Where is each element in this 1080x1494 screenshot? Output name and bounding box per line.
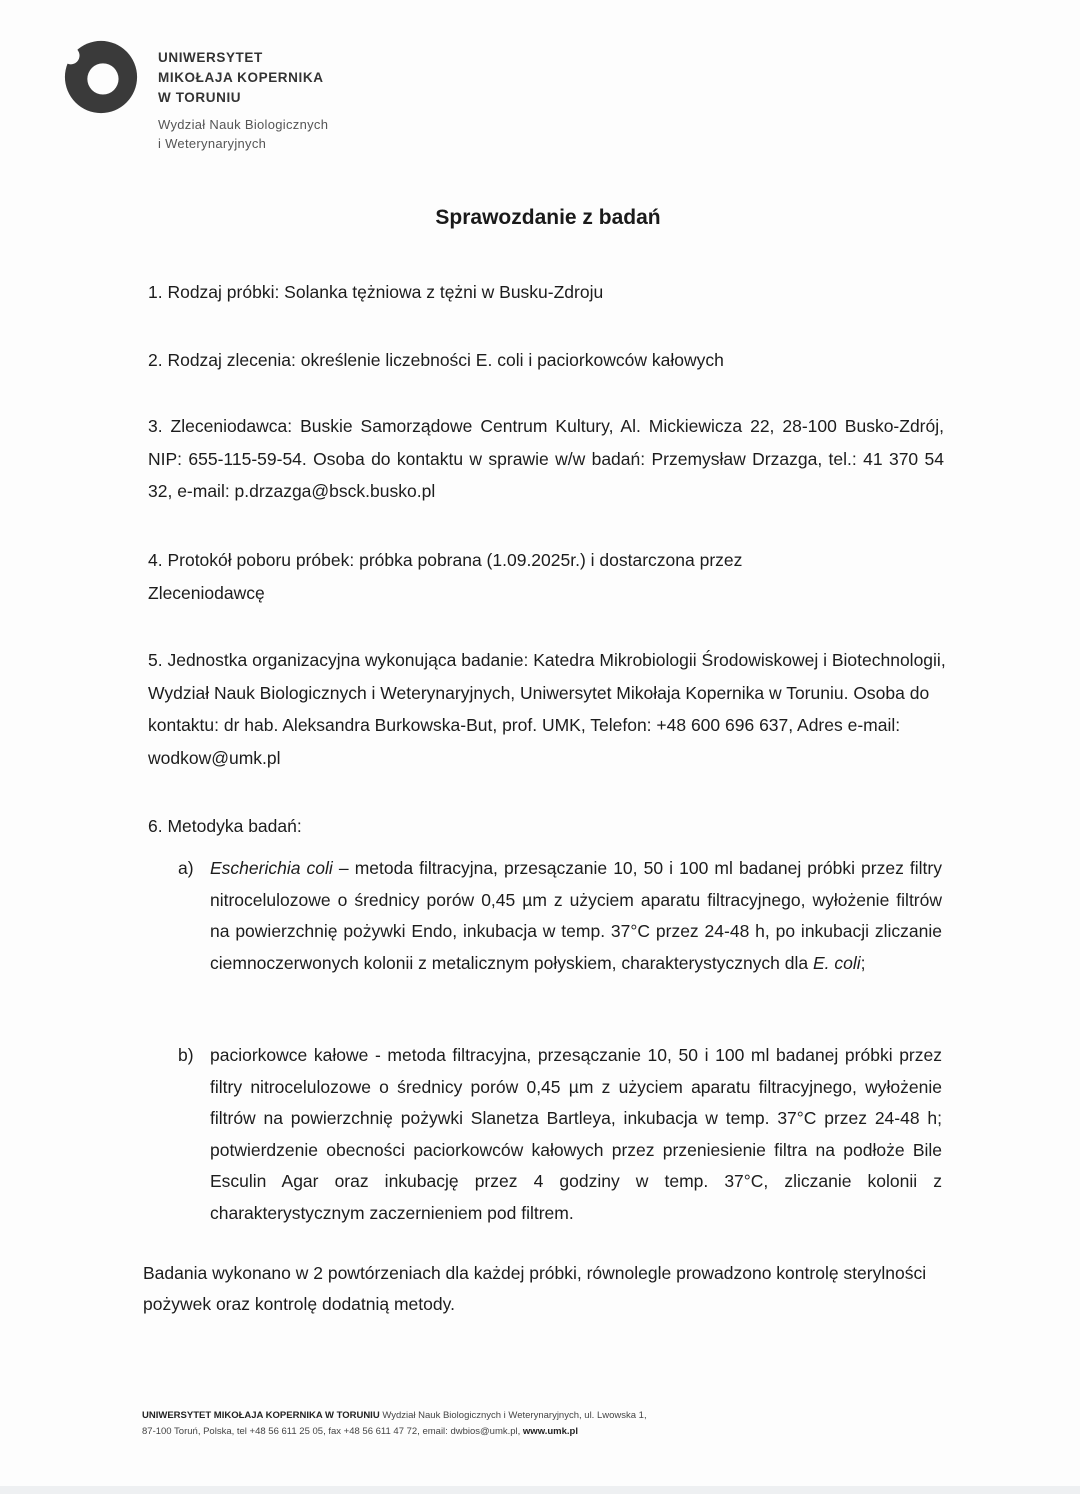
organism-name: Escherichia coli <box>210 858 333 878</box>
organism-short-name: E. coli <box>813 952 861 973</box>
page-footer <box>142 1408 842 1440</box>
university-name-line-2: MIKOŁAJA KOPERNIKA <box>158 70 324 85</box>
footer-address-line-2: 87-100 Toruń, Polska, tel +48 56 611 25 05, fax +48 56 611 47 72, email: dwbios@umk.pl, <box>142 1426 523 1437</box>
footer-website-link[interactable]: www.umk.pl <box>522 1426 578 1437</box>
section-client: 3. Zleceniodawca: Buskie Samorządowe Centrum Kultury, Al. Mickiewicza 22, 28-100 Busko-Zdrój, NIP: 655-115-59-54. Osoba do kontaktu w sprawie w/w badań: Przemysław Drzazga, tel.: 41 370 54 32, e-mail: p.drzazga@bsck.busko.pl <box>148 416 944 501</box>
section-methodology-heading: 6. Metodyka badań: <box>148 816 302 836</box>
footer-university-name: UNIWERSYTET MIKOŁAJA KOPERNIKA W TORUNIU <box>142 1410 380 1421</box>
faculty-name-line-1: Wydział Nauk Biologicznych <box>158 117 329 132</box>
footer-address-line-1: Wydział Nauk Biologicznych i Weterynaryjnych, ul. Lwowska 1, <box>379 1410 647 1421</box>
university-logo-icon <box>62 38 140 116</box>
section-sample-type: 1. Rodzaj próbki: Solanka tężniowa z tężni w Busku-Zdroju <box>148 282 604 302</box>
method-b-text: paciorkowce kałowe - metoda filtracyjna, przesączanie 10, 50 i 100 ml badanej próbki przez filtry nitrocelulozowe o średnicy porów 0,45 µm z użyciem aparatu filtracyjnego, wyłożenie filtrów na powierzchnię pożywki Slanetza Bartleya, inkubacja w temp. 37°C przez 24-48 h; potwierdzenie obecności paciorkowców kałowych przez przeniesienie filtra na podłoże Bile Esculin Agar oraz inkubację przez 4 godziny w temp. 37°C, zliczanie kolonii z charakterystycznym zaczernieniem pod filtrem. <box>210 1045 942 1223</box>
method-a-description: – metoda filtracyjna, przesączanie 10, 50 i 100 ml badanej próbki przez filtry nitrocelulozowe o średnicy porów 0,45 µm z użyciem aparatu filtracyjnego, wyłożenie filtrów na powierzchnię pożywki Endo, inkubacja w temp. 37°C przez 24-48 h, po inkubacji zliczanie ciemnoczerwonych kolonii z metalicznym połyskiem, charakterystycznych dla <box>210 858 942 973</box>
method-a-text <box>210 853 942 979</box>
method-a-label: a) <box>178 858 194 878</box>
summary-text: Badania wykonano w 2 powtórzeniach dla każdej próbki, równolegle prowadzono kontrolę sterylności pożywek oraz kontrolę dodatnią metody. <box>143 1263 927 1314</box>
method-a-end: ; <box>860 952 866 973</box>
section-order-type: 2. Rodzaj zlecenia: określenie liczebności E. coli i paciorkowców kałowych <box>148 350 724 370</box>
page-bottom-edge <box>0 1486 1080 1494</box>
university-name-line-3: W TORUNIU <box>158 90 242 105</box>
university-header <box>158 48 328 153</box>
method-b-label: b) <box>178 1045 194 1065</box>
section-testing-unit: 5. Jednostka organizacyjna wykonująca badanie: Katedra Mikrobiologii Środowiskowej i Biotechnologii, Wydział Nauk Biologicznych i Weterynaryjnych, Uniwersytet Mikołaja Kopernika w Toruniu. Osoba do kontaktu: dr hab. Aleksandra Burkowska-But, prof. UMK, Telefon: +48 600 696 637, Adres e-mail: wodkow@umk.pl <box>148 650 946 768</box>
faculty-name-line-2: i Weterynaryjnych <box>158 136 267 151</box>
university-name-line-1: UNIWERSYTET <box>158 50 263 65</box>
document-title: Sprawozdanie z badań <box>435 206 661 229</box>
section-sampling-protocol: 4. Protokół poboru próbek: próbka pobrana (1.09.2025r.) i dostarczona przez Zleceniodawcę <box>148 550 743 603</box>
